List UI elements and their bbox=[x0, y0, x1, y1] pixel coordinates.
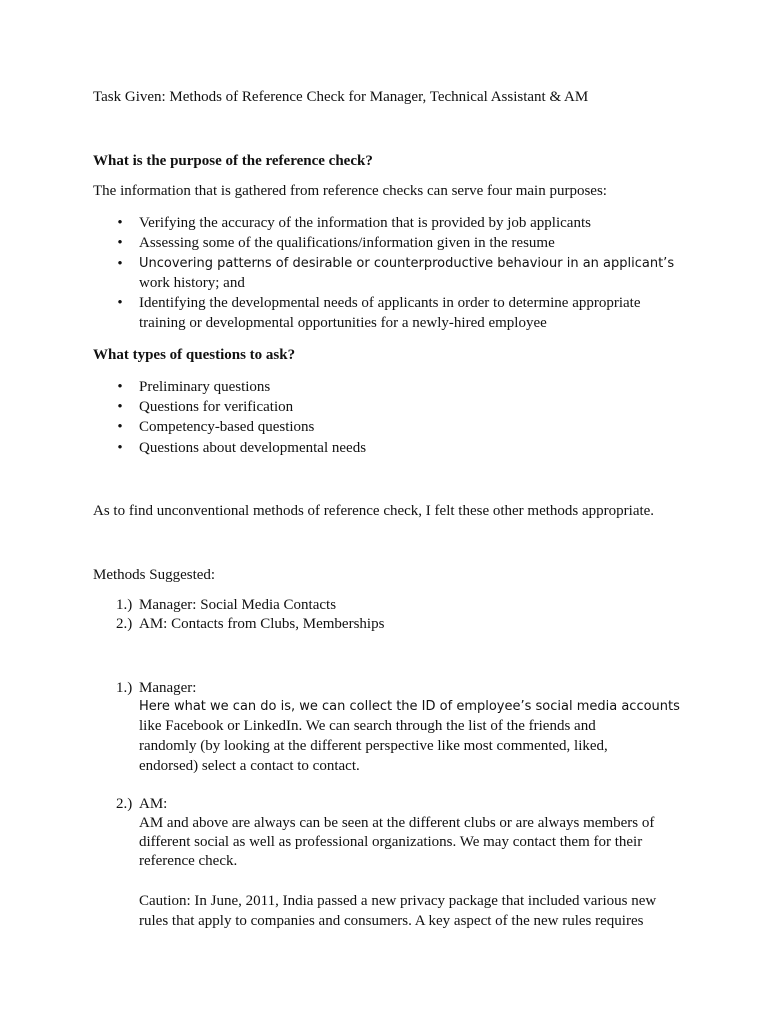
paragraph-line: like Facebook or LinkedIn. We can search through the list of the friends and bbox=[139, 718, 596, 734]
paragraph-line: Here what we can do is, we can collect the ID of employee’s social media accounts bbox=[139, 699, 680, 714]
paragraph-line: AM and above are always can be seen at the different clubs or are always members of bbox=[139, 815, 655, 831]
bullet-marker: • bbox=[117, 235, 123, 251]
unconventional-paragraph: As to find unconventional methods of reference check, I felt these other methods appropriate. bbox=[93, 503, 655, 519]
bullet-marker: • bbox=[117, 215, 123, 231]
bullet-text: Questions about developmental needs bbox=[139, 440, 367, 456]
paragraph-line: randomly (by looking at the different perspective like most commented, liked, bbox=[139, 738, 608, 754]
bullet-marker: • bbox=[117, 379, 123, 395]
section-title: AM: bbox=[139, 796, 168, 812]
list-number: 2.) bbox=[116, 616, 133, 632]
bullet-text: Competency-based questions bbox=[139, 419, 315, 435]
section-number: 2.) bbox=[116, 796, 133, 812]
section-number: 1.) bbox=[116, 680, 133, 696]
list-text: Manager: Social Media Contacts bbox=[139, 597, 337, 613]
caution-line: rules that apply to companies and consumers. A key aspect of the new rules requires bbox=[139, 913, 644, 929]
paragraph-line: different social as well as professional organizations. We may contact them for their bbox=[139, 834, 643, 850]
paragraph-line: reference check. bbox=[139, 853, 238, 869]
bullet-marker: • bbox=[117, 419, 123, 435]
methods-heading: Methods Suggested: bbox=[93, 567, 216, 583]
bullet-marker: • bbox=[117, 440, 123, 456]
section-title: Manager: bbox=[139, 680, 197, 696]
bullet-text: Preliminary questions bbox=[139, 379, 271, 395]
questions-heading: What types of questions to ask? bbox=[93, 347, 296, 363]
bullet-marker: • bbox=[117, 399, 123, 415]
bullet-text: Questions for verification bbox=[139, 399, 294, 415]
paragraph-line: endorsed) select a contact to contact. bbox=[139, 758, 360, 774]
caution-line: Caution: In June, 2011, India passed a new privacy package that included various new bbox=[139, 893, 657, 909]
bullet-marker: • bbox=[117, 295, 123, 311]
purpose-intro: The information that is gathered from reference checks can serve four main purposes: bbox=[93, 183, 607, 199]
document-title: Task Given: Methods of Reference Check for Manager, Technical Assistant & AM bbox=[93, 89, 589, 105]
bullet-text: Identifying the developmental needs of applicants in order to determine appropriate bbox=[139, 295, 641, 311]
bullet-text-continued: training or developmental opportunities for a newly-hired employee bbox=[139, 315, 547, 331]
bullet-text-continued: work history; and bbox=[139, 275, 245, 291]
purpose-heading: What is the purpose of the reference check? bbox=[93, 153, 373, 169]
bullet-text: Assessing some of the qualifications/information given in the resume bbox=[139, 235, 555, 251]
list-number: 1.) bbox=[116, 597, 133, 613]
bullet-text: Uncovering patterns of desirable or counterproductive behaviour in an applicant’s bbox=[139, 256, 675, 271]
bullet-text: Verifying the accuracy of the information that is provided by job applicants bbox=[139, 215, 591, 231]
bullet-marker: • bbox=[117, 256, 123, 272]
list-text: AM: Contacts from Clubs, Memberships bbox=[139, 616, 385, 632]
